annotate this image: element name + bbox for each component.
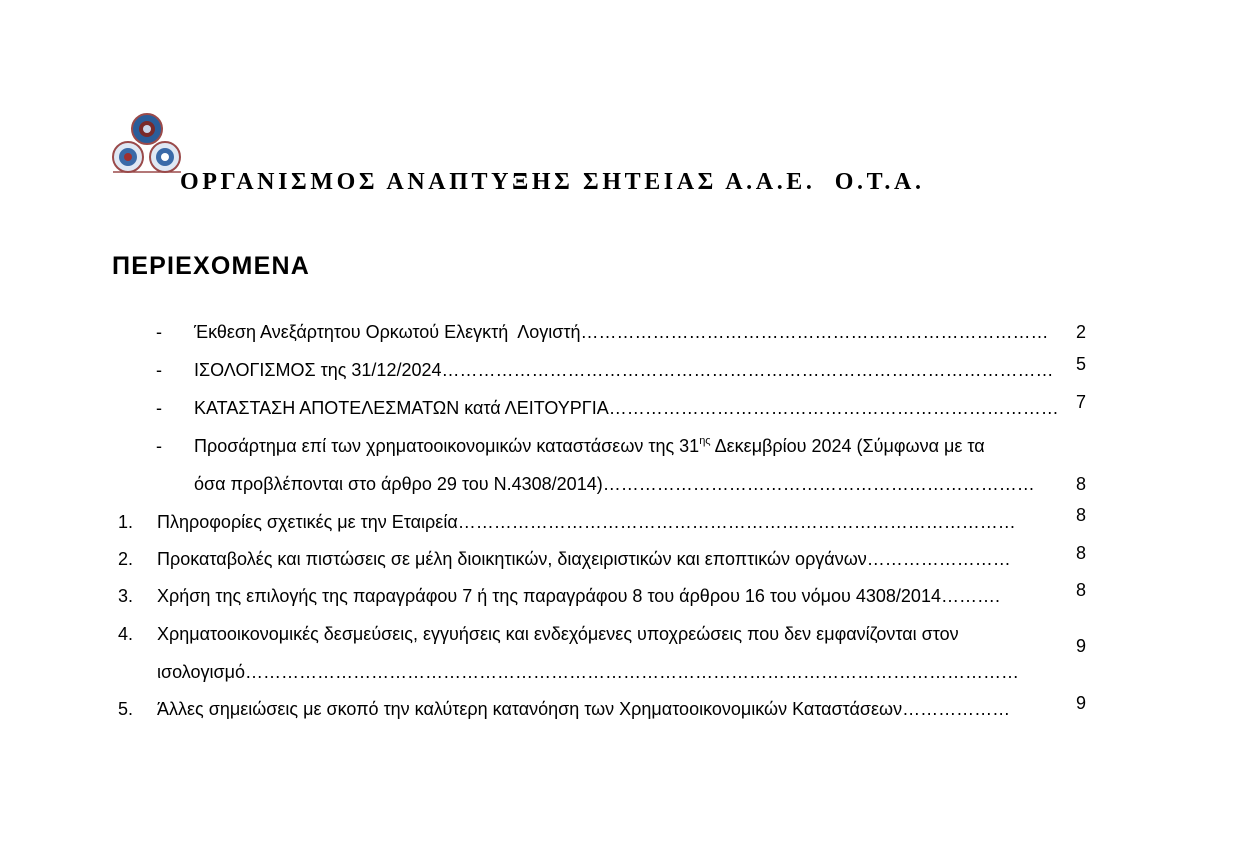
toc-heading: ΠΕΡΙΕΧΟΜΕΝΑ bbox=[112, 252, 310, 280]
toc-page-number: 9 bbox=[1076, 636, 1087, 656]
toc-bullet: - bbox=[156, 360, 162, 380]
organization-title: ΟΡΓΑΝΙΣΜΟΣ ΑΝΑΠΤΥΞΗΣ ΣΗΤΕΙΑΣ Α.Α.Ε. Ο.Τ.Α. bbox=[180, 169, 925, 195]
toc-page-number: 5 bbox=[1076, 354, 1087, 374]
toc-entry-text: Χρήση της επιλογής της παραγράφου 7 ή της παραγράφου 8 του άρθρου 16 του νόμου 4308/2014………. bbox=[157, 586, 1000, 606]
toc-number: 5. bbox=[118, 699, 134, 719]
toc-page-number: 2 bbox=[1076, 322, 1087, 342]
toc-number: 1. bbox=[118, 512, 134, 532]
toc-page-number: 8 bbox=[1076, 474, 1087, 494]
toc-entry-text: Πληροφορίες σχετικές με την Εταιρεία………………………………………………………………………………… bbox=[157, 512, 1016, 532]
toc-page-number: 7 bbox=[1076, 392, 1087, 412]
toc-page-number: 8 bbox=[1076, 580, 1087, 600]
toc-number: 3. bbox=[118, 586, 134, 606]
toc-number: 2. bbox=[118, 549, 134, 569]
toc-entry-text: Προκαταβολές και πιστώσεις σε μέλη διοικητικών, διαχειριστικών και εποπτικών οργάνων…………………… bbox=[157, 549, 1011, 569]
toc-page-number: 8 bbox=[1076, 505, 1087, 525]
toc-entry-text-line1: Χρηματοοικονομικές δεσμεύσεις, εγγυήσεις και ενδεχόμενες υποχρεώσεις που δεν εμφανίζονται στον bbox=[157, 624, 959, 644]
toc-entry-text-line2: ισολογισμό………………………………………………………………………………………………………………… bbox=[157, 662, 1020, 682]
toc-page-number: 8 bbox=[1076, 543, 1087, 563]
toc-entry-text-line1: Προσάρτημα επί των χρηματοοικονομικών καταστάσεων της $31^{\eta\varsigma}$ Δεκεμβρίου 2024 (Σύμφωνα με τα bbox=[194, 435, 985, 456]
toc-entry-text: Άλλες σημειώσεις με σκοπό την καλύτερη κατανόηση των Χρηματοοικονομικών Καταστάσεων……………… bbox=[157, 699, 1011, 719]
toc-page-number: 9 bbox=[1076, 693, 1087, 713]
toc-entry-text: Έκθεση Ανεξάρτητου Ορκωτού Ελεγκτή Λογιστή…………………………………………………………………… bbox=[194, 322, 1049, 342]
toc-bullet: - bbox=[156, 398, 162, 418]
toc-entry-text: ΙΣΟΛΟΓΙΣΜΟΣ της 31/12/2024………………………………………………………………………………………… bbox=[194, 360, 1054, 380]
toc-entry-text-line2: όσα προβλέπονται στο άρθρο 29 του Ν.4308/2014)……………………………………………………………… bbox=[194, 474, 1035, 494]
toc-bullet: - bbox=[156, 436, 162, 456]
organization-logo-icon bbox=[111, 112, 183, 178]
toc-number: 4. bbox=[118, 624, 134, 644]
toc-bullet: - bbox=[156, 322, 162, 342]
toc-entry-text: ΚΑΤΑΣΤΑΣΗ ΑΠΟΤΕΛΕΣΜΑΤΩΝ κατά ΛΕΙΤΟΥΡΓΙΑ………………………………………………………………… bbox=[194, 398, 1059, 418]
